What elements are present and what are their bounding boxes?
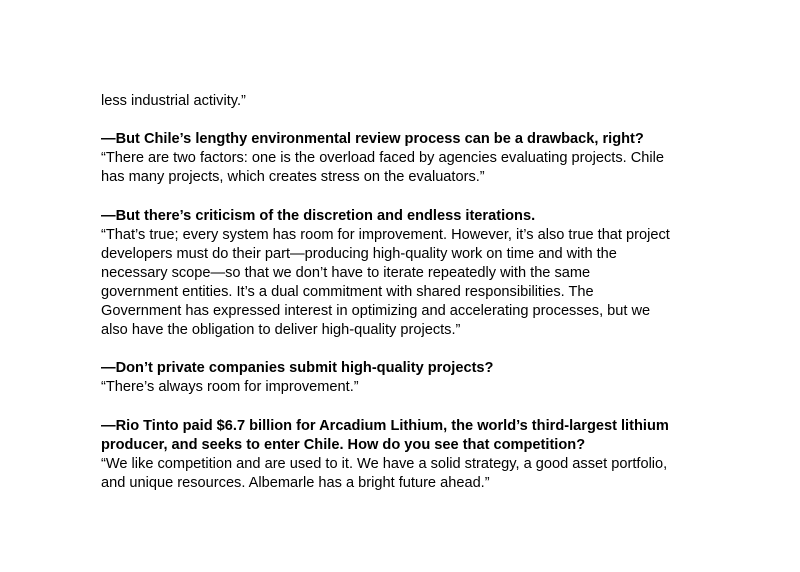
opening-fragment: less industrial activity.” (101, 93, 246, 109)
qa-block-2 (101, 207, 731, 341)
qa-block-1 (101, 130, 731, 187)
document-page (101, 92, 731, 493)
qa-block-4 (101, 417, 731, 493)
answer-3: “There’s always room for improvement.” (101, 379, 359, 396)
question-2: —But there’s criticism of the discretion and endless iterations. (101, 207, 536, 224)
question-3: —Don’t private companies submit high-quality projects? (101, 360, 494, 377)
question-4: —Rio Tinto paid $6.7 billion for Arcadium Lithium, the world’s third-largest lithium producer, and seeks to enter Chile. How do you see that competition? (101, 417, 669, 453)
answer-1: “There are two factors: one is the overload faced by agencies evaluating projects. Chile has many projects, which creates stress on the evaluators.” (101, 150, 664, 186)
answer-4: “We like competition and are used to it. We have a solid strategy, a good asset portfolio, and unique resources. Albemarle has a bright future ahead.” (101, 455, 668, 491)
question-1: —But Chile’s lengthy environmental review process can be a drawback, right? (101, 131, 644, 148)
answer-2: “That’s true; every system has room for improvement. However, it’s also true that project developers must do their part—producing high-quality work on time and with the necessary scope—so that we don’t have to iterate repeatedly with the same government entities. It’s a dual commitment with shared responsibilities. The Government has expressed interest in optimizing and accelerating processes, but we also have the obligation to deliver high-quality projects.” (101, 226, 670, 339)
qa-block-3 (101, 359, 731, 397)
